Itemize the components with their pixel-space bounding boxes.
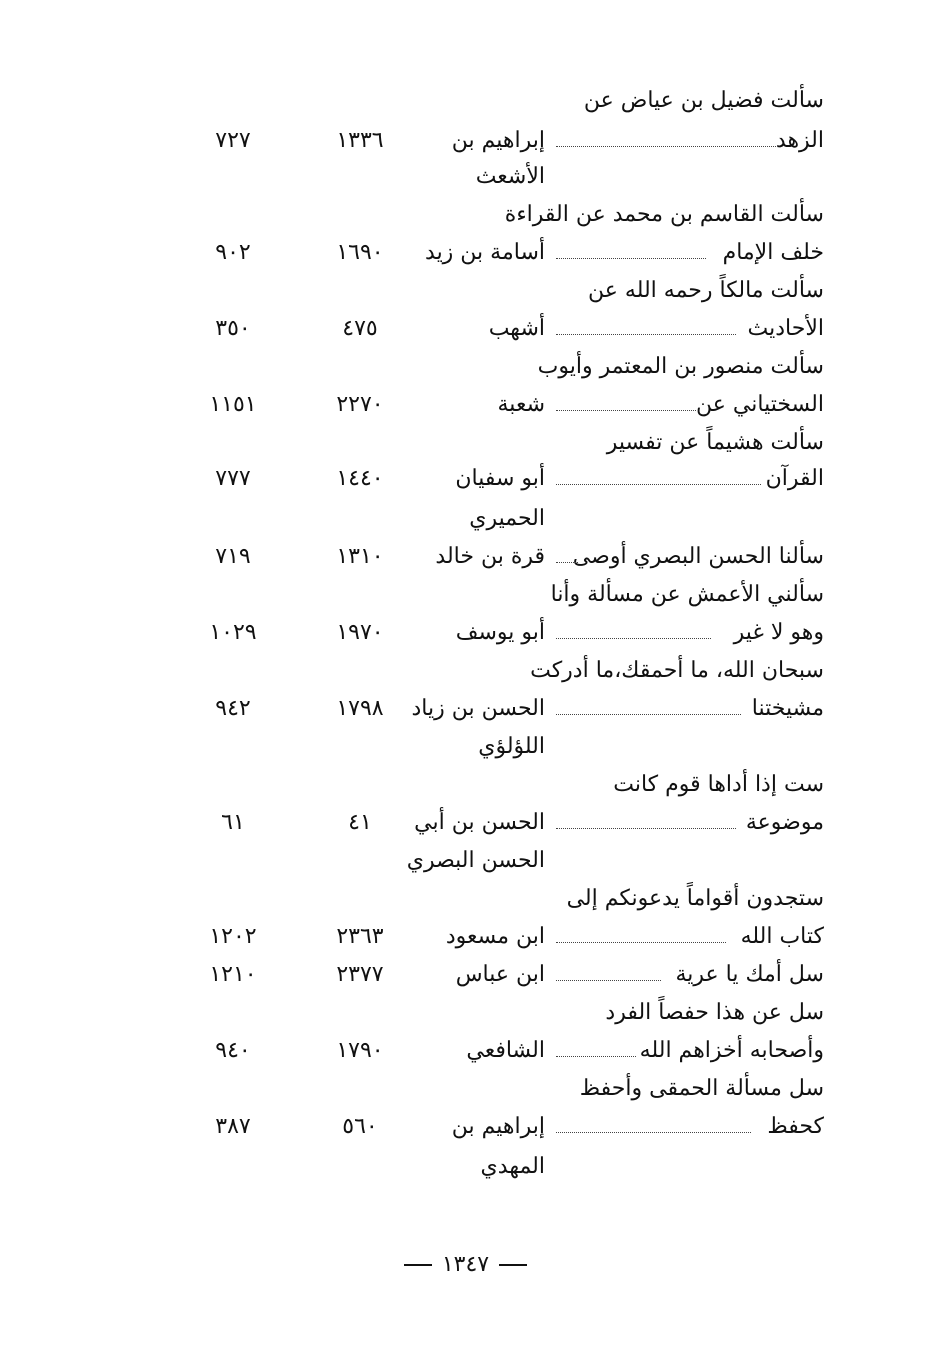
hadith-number: ٤٧٥ [342, 316, 378, 341]
hadith-number: ٢٣٦٣ [336, 924, 384, 949]
hadith-number: ٤١ [348, 810, 372, 835]
entry-title: سألت منصور بن المعتمر وأيوب [537, 354, 824, 379]
page-footer [0, 1250, 931, 1280]
narrator: أبو سفيان [455, 466, 545, 491]
hadith-number: ١٣١٠ [336, 544, 384, 569]
entry-title-tail: الأحاديث [747, 316, 824, 341]
dotted-leader [556, 258, 706, 259]
page-reference: ٣٥٠ [215, 316, 251, 341]
entry-title: سألنا الحسن البصري أوصى [572, 544, 824, 569]
dotted-leader [556, 410, 696, 411]
narrator: شعبة [497, 392, 545, 417]
entry-title: سألت القاسم بن محمد عن القراءة [504, 202, 824, 227]
entry-title-tail: وأصحابه أخزاهم الله [639, 1038, 824, 1063]
entry-title: سل أمك يا عرية [675, 962, 824, 987]
dotted-leader [556, 1132, 751, 1133]
page-reference: ٧٢٧ [215, 128, 251, 153]
dotted-leader [556, 1056, 636, 1057]
narrator: ابن مسعود [445, 924, 545, 949]
hadith-number: ١٦٩٠ [336, 240, 384, 265]
hadith-number: ٥٦٠ [342, 1114, 378, 1139]
narrator: الشافعي [466, 1038, 545, 1063]
dotted-leader [556, 562, 578, 563]
entry-title: سألت مالكاً رحمه الله عن [588, 278, 824, 303]
dotted-leader [556, 484, 761, 485]
narrator: أشهب [488, 316, 545, 341]
entry-title-tail: خلف الإمام [722, 240, 824, 265]
page-reference: ٩٠٢ [215, 240, 251, 265]
narrator: إبراهيم بن [451, 1114, 545, 1139]
dotted-leader [556, 980, 661, 981]
entry-title: سألت هشيماً عن تفسير [606, 430, 824, 455]
entry-title: سل عن هذا حفصاً الفرد [605, 1000, 824, 1025]
dotted-leader [556, 638, 711, 639]
footer-dash-left [404, 1264, 432, 1266]
entry-title: ستجدون أقواماً يدعونكم إلى [566, 886, 824, 911]
narrator: قرة بن خالد [435, 544, 545, 569]
narrator-continued: الحسن البصري [406, 848, 545, 873]
narrator: ابن عباس [455, 962, 545, 987]
dotted-leader [556, 146, 776, 147]
entry-title: سل مسألة الحمقى وأحفظ [579, 1076, 824, 1101]
hadith-number: ١٩٧٠ [336, 620, 384, 645]
dotted-leader [556, 714, 741, 715]
narrator: إبراهيم بن [451, 128, 545, 153]
entry-title: سبحان الله، ما أحمقك،ما أدركت [530, 658, 824, 683]
narrator: الحسن بن زياد [411, 696, 545, 721]
hadith-number: ١٤٤٠ [336, 466, 384, 491]
narrator-continued: المهدي [480, 1154, 545, 1179]
entry-title-tail: كحفظ [767, 1114, 824, 1139]
dotted-leader [556, 334, 736, 335]
narrator-continued: الحميري [469, 506, 545, 531]
hadith-number: ١٧٩٠ [336, 1038, 384, 1063]
entry-title: ست إذا أداها قوم كانت [613, 772, 824, 797]
page-reference: ٩٤٠ [215, 1038, 251, 1063]
dotted-leader [556, 942, 726, 943]
dotted-leader [556, 828, 736, 829]
entry-title-tail: كتاب الله [740, 924, 824, 949]
page-reference: ١٢٠٢ [209, 924, 257, 949]
hadith-number: ١٣٣٦ [336, 128, 384, 153]
narrator-continued: اللؤلؤي [478, 734, 545, 759]
entry-title-tail: مشيختنا [751, 696, 824, 721]
page-reference: ٧١٩ [215, 544, 251, 569]
narrator: أسامة بن زيد [425, 240, 545, 265]
entry-title-tail: وهو لا غير [733, 620, 824, 645]
entry-title-tail: القرآن [765, 466, 824, 491]
page-reference: ٩٤٢ [215, 696, 251, 721]
page-reference: ٣٨٧ [215, 1114, 251, 1139]
page-number: ١٣٤٧ [441, 1252, 490, 1277]
hadith-number: ١٧٩٨ [336, 696, 384, 721]
page-reference: ٧٧٧ [215, 466, 251, 491]
footer-dash-right [499, 1264, 527, 1266]
narrator-continued: الأشعث [475, 164, 545, 189]
entry-title: سألني الأعمش عن مسألة وأنا [550, 582, 824, 607]
page-reference: ١١٥١ [209, 392, 257, 417]
entry-title-tail: السختياني عن [696, 392, 824, 417]
page-reference: ١٢١٠ [209, 962, 257, 987]
narrator: الحسن بن أبي [414, 810, 545, 835]
entry-title-tail: موضوعة [745, 810, 824, 835]
page-reference: ١٠٢٩ [209, 620, 257, 645]
hadith-number: ٢٢٧٠ [336, 392, 384, 417]
page-reference: ٦١ [221, 810, 245, 835]
hadith-number: ٢٣٧٧ [336, 962, 384, 987]
entry-title-tail: الزهد [775, 128, 824, 153]
narrator: أبو يوسف [455, 620, 545, 645]
entry-title: سألت فضيل بن عياض عن [583, 88, 824, 113]
